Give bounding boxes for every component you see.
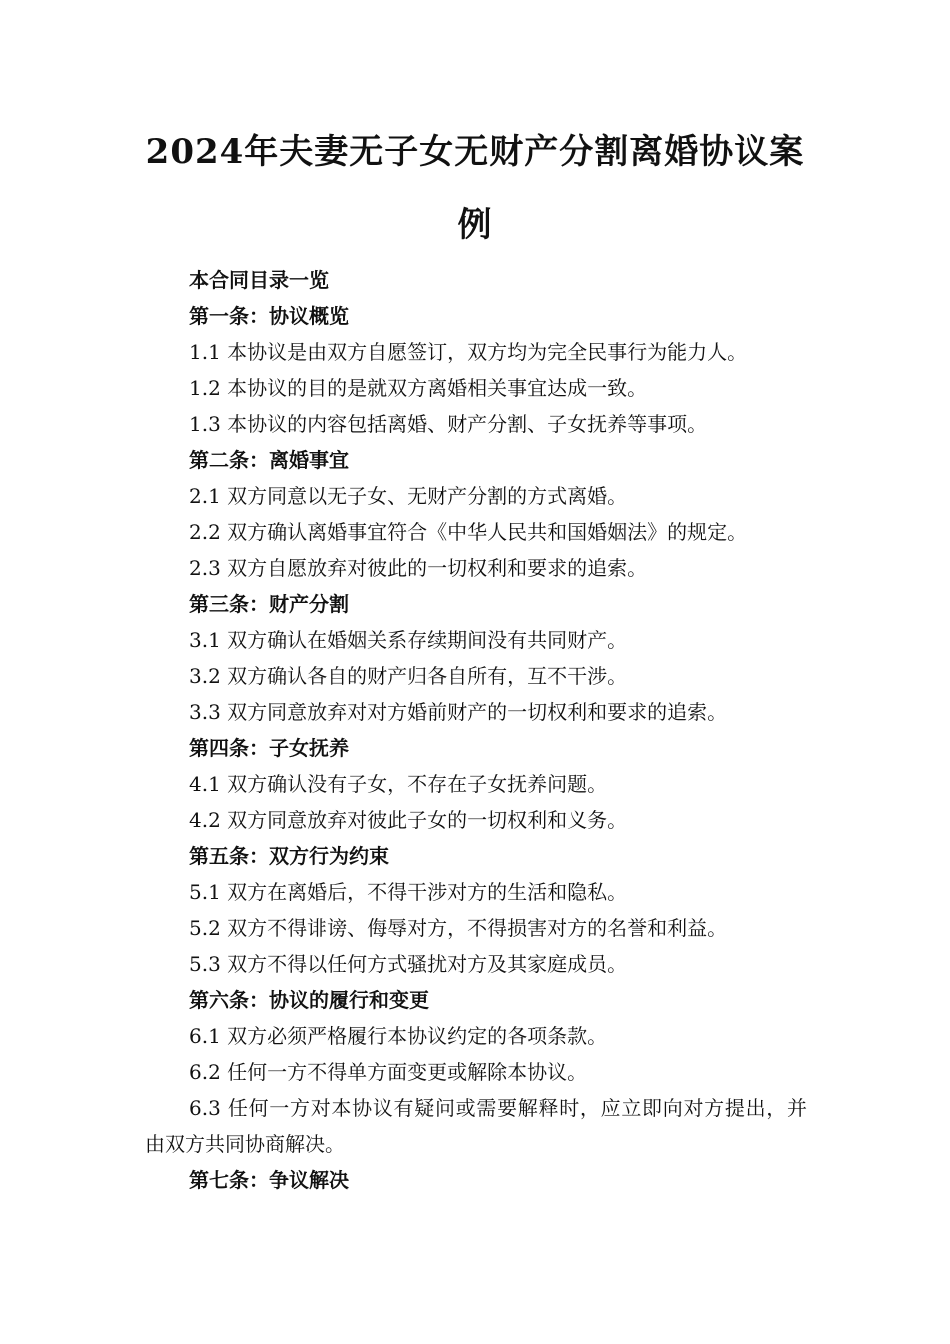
document-body [145,262,815,1198]
section-heading: 第二条：离婚事宜 [189,448,349,472]
clause-item: 6.2 任何一方不得单方面变更或解除本协议。 [189,1060,588,1084]
clause-item: 2.3 双方自愿放弃对彼此的一切权利和要求的追索。 [189,556,648,580]
section-heading: 第三条：财产分割 [189,592,349,616]
clause-item: 1.1 本协议是由双方自愿签订，双方均为完全民事行为能力人。 [189,340,748,364]
clause-item: 2.1 双方同意以无子女、无财产分割的方式离婚。 [189,484,628,508]
clause-item: 3.1 双方确认在婚姻关系存续期间没有共同财产。 [189,628,628,652]
clause-item: 6.1 双方必须严格履行本协议约定的各项条款。 [189,1024,608,1048]
clause-item: 3.3 双方同意放弃对对方婚前财产的一切权利和要求的追索。 [189,700,728,724]
section-heading: 第四条：子女抚养 [189,736,349,760]
clause-item: 3.2 双方确认各自的财产归各自所有，互不干涉。 [189,664,628,688]
clause-item: 1.3 本协议的内容包括离婚、财产分割、子女抚养等事项。 [189,412,708,436]
clause-item: 1.2 本协议的目的是就双方离婚相关事宜达成一致。 [189,376,648,400]
clause-item: 5.3 双方不得以任何方式骚扰对方及其家庭成员。 [189,952,628,976]
document-title-line-1: 2024年夫妻无子女无财产分割离婚协议案 [145,132,805,172]
clause-paragraph: 6.3 任何一方对本协议有疑问或需要解释时，应立即向对方提出，并由双方共同协商解决。 [145,1096,807,1156]
clause-item: 5.2 双方不得诽谤、侮辱对方，不得损害对方的名誉和利益。 [189,916,728,940]
clause-item: 4.1 双方确认没有子女，不存在子女抚养问题。 [189,772,608,796]
document-title-line-2: 例 [457,205,493,245]
section-heading: 第一条：协议概览 [189,304,349,328]
clause-item: 5.1 双方在离婚后，不得干涉对方的生活和隐私。 [189,880,628,904]
section-heading: 第六条：协议的履行和变更 [189,988,429,1012]
section-heading: 第五条：双方行为约束 [189,844,389,868]
clause-item: 4.2 双方同意放弃对彼此子女的一切权利和义务。 [189,808,628,832]
section-heading: 第七条：争议解决 [189,1168,349,1192]
clause-item: 2.2 双方确认离婚事宜符合《中华人民共和国婚姻法》的规定。 [189,520,748,544]
toc-heading: 本合同目录一览 [189,268,329,292]
